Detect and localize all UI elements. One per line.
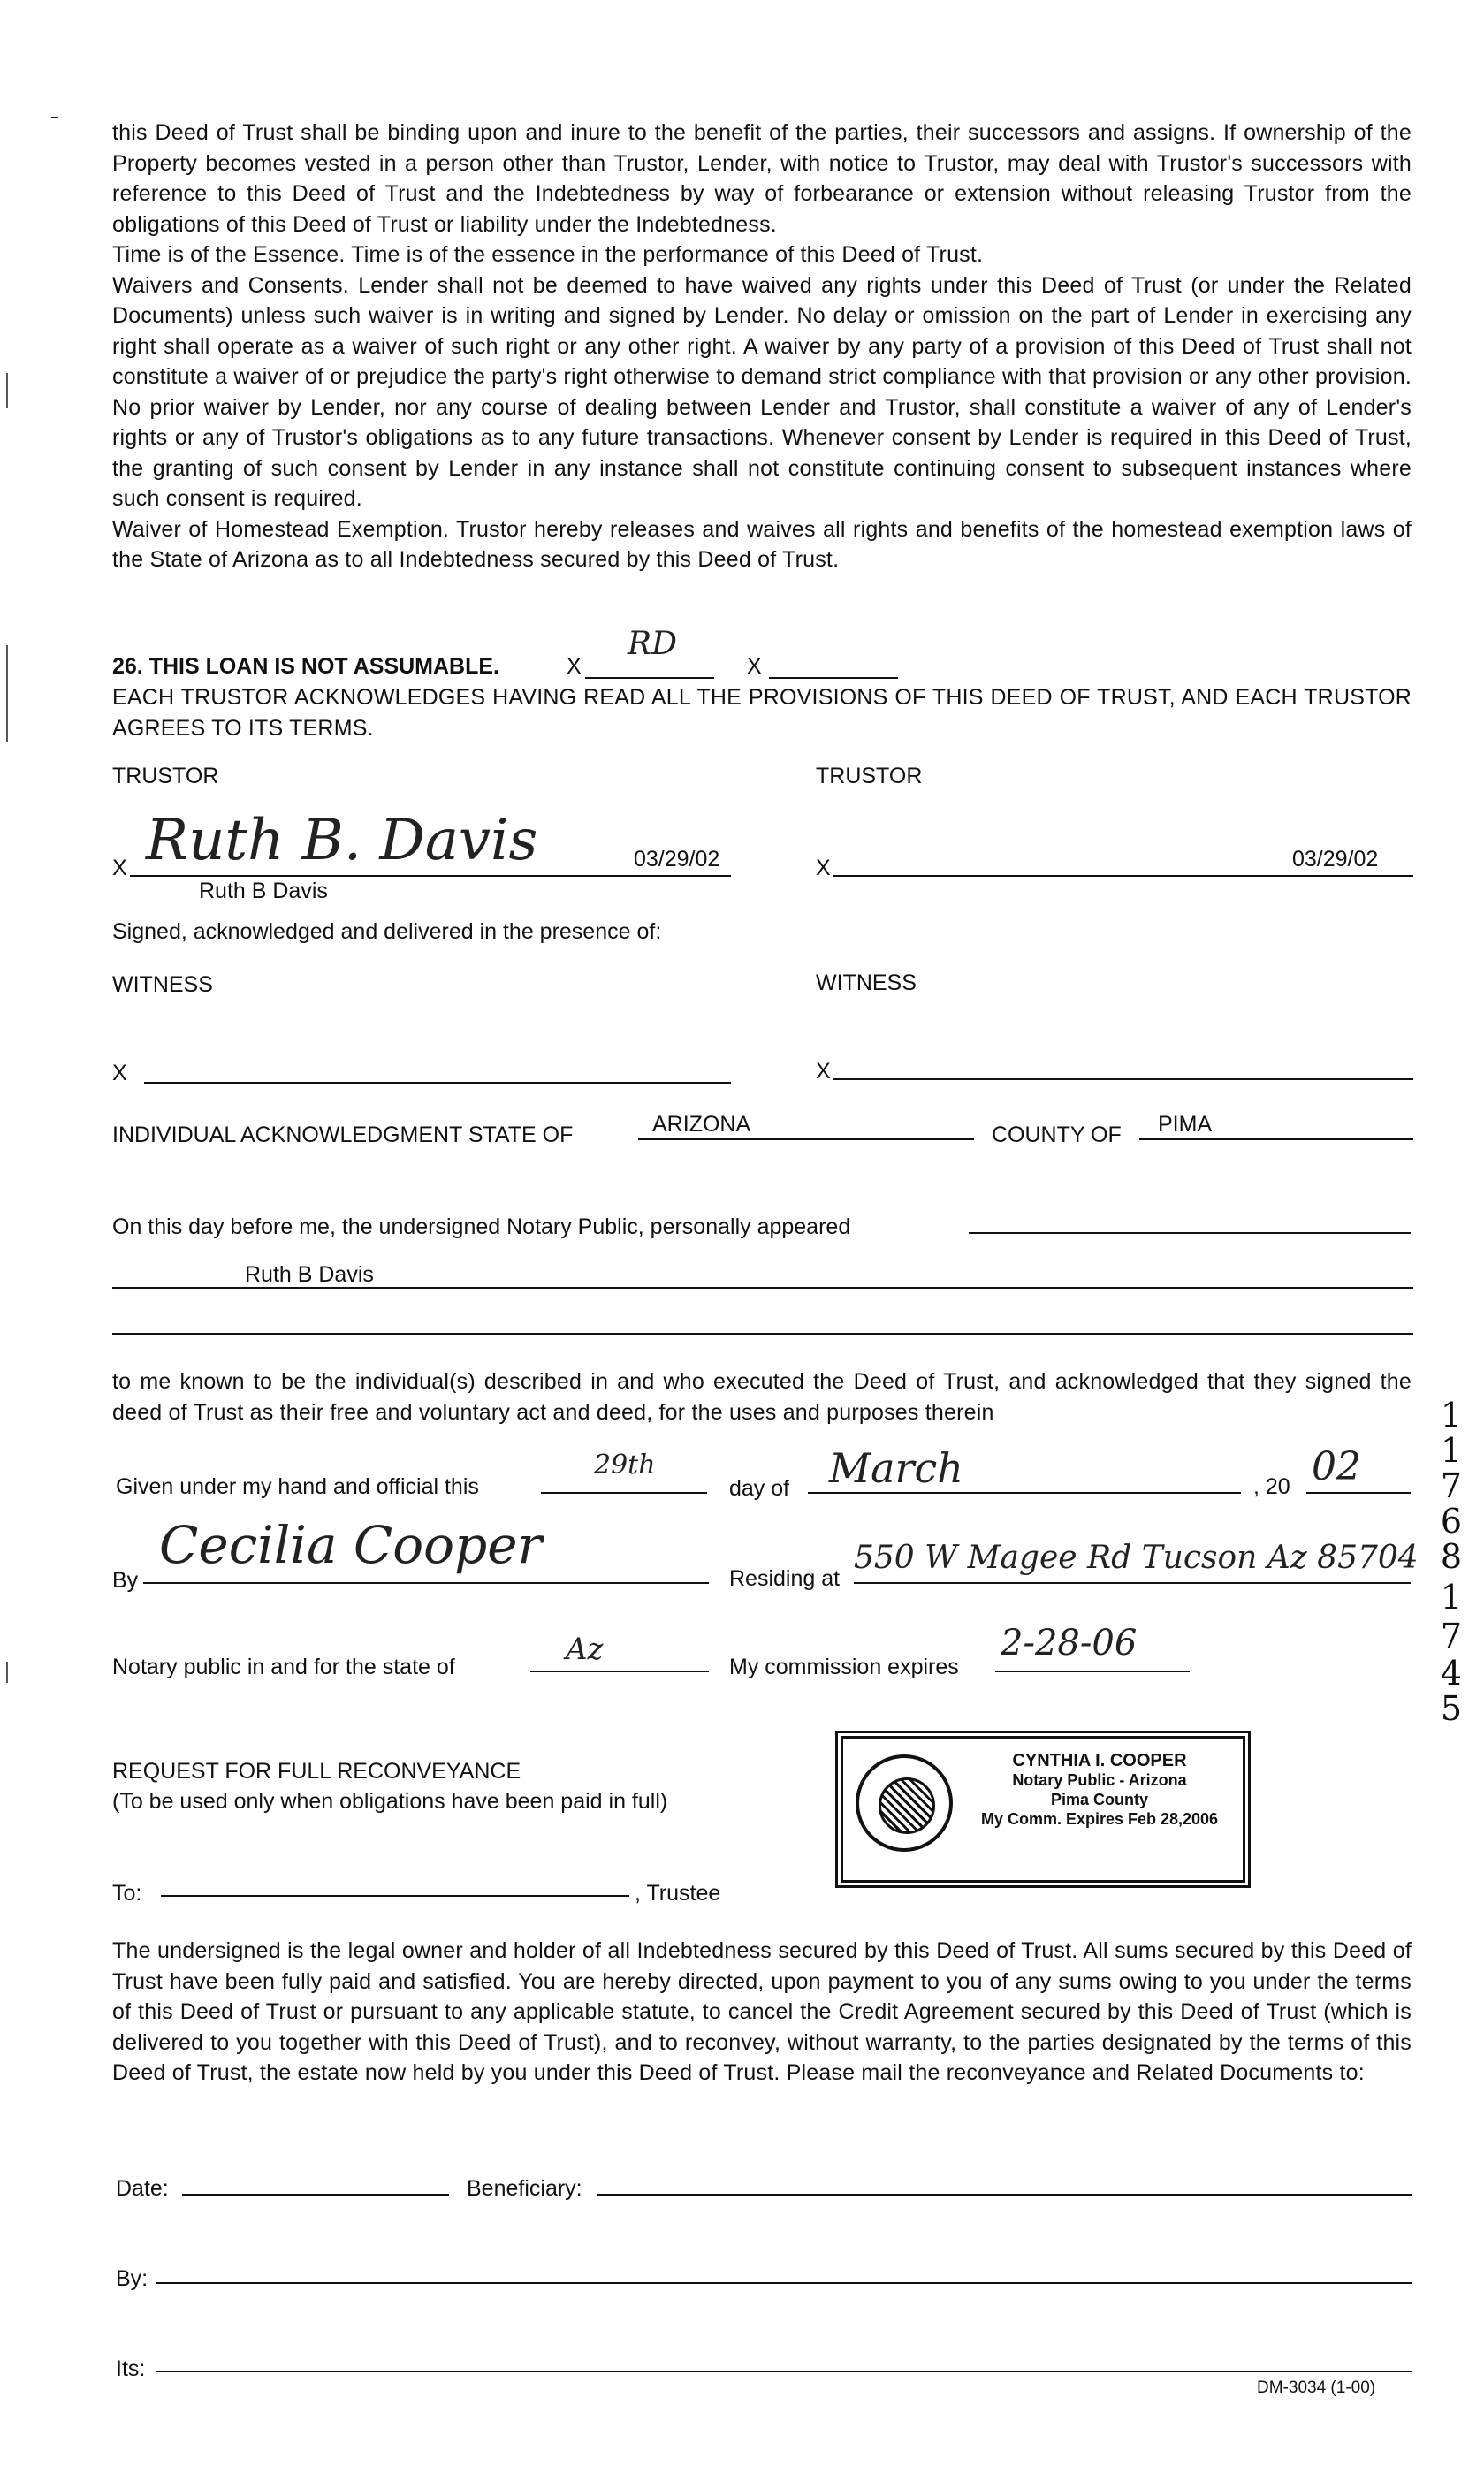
- stamp-line: My Comm. Expires Feb 28,2006: [980, 1810, 1219, 1828]
- waivers-paragraph: Waivers and Consents. Lender shall not be deemed to have waived any rights under this Deed of Trust (or under the Related Documents) unless such waiver is in writing and signed by Lender. No delay or omission on the part of Lender in exercising any right shall operate as a waiver of such right or any other right. A waiver by any party of a provision of this Deed of Trust shall not constitute a waiver of or prejudice the party's right otherwise to demand strict compliance with that provision or any other provision. No prior waiver by Lender, nor any course of dealing between Lender and Trustor, shall constitute a waiver of any of Lender's rights or any of Trustor's obligations as to any future transactions. Whenever consent by Lender is required in this Deed of Trust, the granting of such consent by Lender in any instance shall not constitute continuing consent to subsequent instances where such consent is required.: [112, 272, 1412, 511]
- stamp-line: Pima County: [1050, 1791, 1148, 1808]
- margin-number: 1: [1440, 1431, 1463, 1470]
- witness-label: WITNESS: [816, 970, 917, 995]
- appeared-line: [969, 1232, 1411, 1234]
- margin-number: 1: [1440, 1396, 1463, 1435]
- appeared-line: [112, 1333, 1413, 1335]
- margin-number: 8: [1440, 1537, 1463, 1576]
- by-line: [156, 2282, 1412, 2284]
- margin-number: 4: [1440, 1654, 1463, 1693]
- county-line: [1139, 1138, 1413, 1140]
- state-value: ARIZONA: [652, 1112, 751, 1137]
- margin-mark: [6, 1662, 8, 1683]
- presence-text: Signed, acknowledged and delivered in the presence of:: [112, 919, 662, 944]
- form-number: DM-3034 (1-00): [1257, 2379, 1376, 2397]
- witness-signature-line: [144, 1082, 731, 1084]
- given-day: 29th: [594, 1450, 656, 1480]
- acknowledge-text: EACH TRUSTOR ACKNOWLEDGES HAVING READ ALL THE PROVISIONS OF THIS DEED OF TRUST, AND EACH TRUSTOR AGREES TO ITS TERMS.: [112, 685, 1412, 741]
- x-mark: X: [112, 856, 127, 880]
- margin-number: 7: [1440, 1466, 1463, 1505]
- homestead-paragraph: Waiver of Homestead Exemption. Trustor hereby releases and waives all rights and benefits of the homestead exemption laws of the State of Arizona as to all Indebtedness secured by this Deed of Trust.: [112, 516, 1412, 572]
- signature-date: 03/29/02: [634, 847, 720, 872]
- day-of-label: day of: [729, 1476, 790, 1501]
- given-year: 02: [1312, 1444, 1361, 1489]
- reconveyance-subtitle: (To be used only when obligations have been paid in full): [112, 1789, 668, 1814]
- trustor-signature: Ruth B. Davis: [146, 808, 538, 873]
- date-label: Date:: [116, 2176, 169, 2201]
- trustor-name: Ruth B Davis: [199, 879, 328, 903]
- trustee-line: [161, 1895, 629, 1897]
- month-line: [808, 1492, 1241, 1494]
- commission-label: My commission expires: [729, 1655, 959, 1679]
- stamp-notary-name: CYNTHIA I. COOPER: [1012, 1751, 1187, 1770]
- given-day-line: [541, 1492, 707, 1494]
- county-value: PIMA: [1158, 1112, 1213, 1137]
- notary-stamp: [835, 1731, 1251, 1888]
- margin-mark: [6, 645, 8, 742]
- trustee-label: , Trustee: [635, 1881, 721, 1906]
- margin-number: 7: [1440, 1617, 1463, 1656]
- signature-line: [833, 875, 1413, 877]
- trustor-label: TRUSTOR: [112, 764, 219, 788]
- notary-signature-line: [143, 1582, 709, 1584]
- margin-number: 6: [1440, 1502, 1463, 1541]
- trustor-label: TRUSTOR: [816, 764, 923, 788]
- section-26-heading: 26. THIS LOAN IS NOT ASSUMABLE.: [112, 654, 500, 679]
- appeared-line: [112, 1287, 1413, 1289]
- deed-body-text: [112, 118, 1412, 575]
- x-mark: X: [816, 1059, 831, 1084]
- commission-line: [995, 1671, 1190, 1672]
- acknowledgment-label: INDIVIDUAL ACKNOWLEDGMENT STATE OF: [112, 1123, 574, 1147]
- its-line: [156, 2371, 1412, 2372]
- state-line: [638, 1138, 974, 1140]
- reconveyance-title: REQUEST FOR FULL RECONVEYANCE: [112, 1759, 521, 1784]
- margin-number: 5: [1440, 1689, 1463, 1728]
- state-seal-icon: [856, 1754, 953, 1852]
- notary-state-line: [530, 1671, 709, 1672]
- successors-paragraph: this Deed of Trust shall be binding upon and inure to the benefit of the parties, their successors and assigns. If ownership of the Property becomes vested in a person other than Trustor, Lender, with notice to Trustor, may deal with Trustor's successors with reference to this Deed of Trust and the Indebtedness by way of forbearance or extension without releasing Trustor from the obligations of this Deed of Trust or liability under the Indebtedness.: [112, 120, 1412, 237]
- residing-label: Residing at: [729, 1566, 841, 1591]
- notary-signature: Cecilia Cooper: [159, 1515, 543, 1575]
- initials-line: [769, 677, 898, 679]
- stamp-text: [954, 1751, 1245, 1829]
- notary-state-label: Notary public in and for the state of: [112, 1655, 455, 1679]
- date-line: [182, 2194, 449, 2196]
- x-mark: X: [112, 1061, 127, 1085]
- signature-date: 03/29/02: [1292, 847, 1379, 872]
- by-label: By: [112, 1568, 139, 1593]
- residing-address: 550 W Magee Rd Tucson Az 85704: [854, 1540, 1419, 1576]
- time-essence-paragraph: Time is of the Essence. Time is of the essence in the performance of this Deed of Trust.: [112, 242, 984, 267]
- county-label: COUNTY OF: [992, 1123, 1122, 1147]
- appeared-name: Ruth B Davis: [245, 1262, 374, 1287]
- initials-handwriting: RD: [628, 626, 677, 662]
- x-mark: X: [567, 654, 582, 679]
- to-label: To:: [112, 1881, 142, 1906]
- notary-state: Az: [566, 1632, 604, 1667]
- known-text: to me known to be the individual(s) described in and who executed the Deed of Trust, and acknowledged that they signed the deed of Trust as their free and voluntary act and deed, for the uses and purposes therein: [112, 1369, 1412, 1425]
- appeared-text: On this day before me, the undersigned Notary Public, personally appeared: [112, 1214, 851, 1239]
- margin-mark: [51, 117, 58, 118]
- reconveyance-body: The undersigned is the legal owner and holder of all Indebtedness secured by this Deed of Trust. All sums secured by this Deed of Trust have been fully paid and satisfied. You are hereby directed, upon payment to you of any sums owing to you under the terms of this Deed of Trust or pursuant to any applicable statute, to cancel the Credit Agreement secured by this Deed of Trust (which is delivered to you together with this Deed of Trust), and to reconvey, without warranty, to the parties designated by the terms of this Deed of Trust, the estate now held by you under this Deed of Trust. Please mail the reconveyance and Related Documents to:: [112, 1938, 1412, 2085]
- margin-mark: [6, 373, 8, 408]
- its-label: Its:: [116, 2356, 146, 2381]
- residing-line: [854, 1582, 1411, 1584]
- x-mark: X: [816, 856, 831, 880]
- witness-label: WITNESS: [112, 972, 213, 997]
- beneficiary-label: Beneficiary:: [467, 2176, 582, 2201]
- x-mark: X: [747, 654, 762, 679]
- year-prefix: , 20: [1253, 1474, 1290, 1499]
- commission-date: 2-28-06: [1001, 1623, 1138, 1663]
- year-line: [1306, 1492, 1411, 1494]
- given-text: Given under my hand and official this: [116, 1474, 479, 1499]
- by-label: By:: [116, 2266, 148, 2291]
- stamp-line: Notary Public - Arizona: [1012, 1771, 1187, 1789]
- signature-line: [130, 875, 731, 877]
- margin-number: 1: [1440, 1578, 1463, 1617]
- seal-center: [879, 1777, 935, 1834]
- given-month: March: [829, 1444, 963, 1492]
- witness-signature-line: [833, 1078, 1413, 1080]
- initials-line: [585, 677, 714, 679]
- beneficiary-line: [597, 2194, 1412, 2196]
